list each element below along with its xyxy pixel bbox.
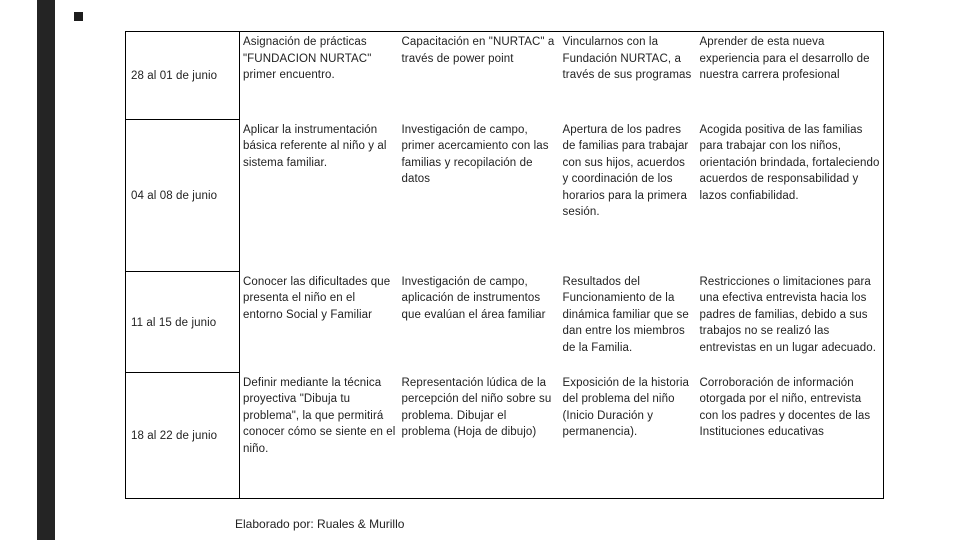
observation-cell: Acogida positiva de las familias para trabajar con los niños, orientación brindada, fortaleciendo acuerdos de responsabilidad y lazos confiabilidad. — [697, 120, 884, 272]
footer-credit: Elaborado por: Ruales & Murillo — [235, 517, 405, 531]
observation-cell: Restricciones o limitaciones para una efectiva entrevista hacia los padres de familias, debido a sus trabajos no se realizó las entrevistas en un lugar adecuado. — [697, 272, 884, 373]
week-date: 18 al 22 de junio — [126, 373, 240, 499]
accent-square — [74, 12, 83, 21]
activity-cell: Asignación de prácticas "FUNDACION NURTAC" primer encuentro. — [240, 32, 399, 120]
result-cell: Resultados del Funcionamiento de la dinámica familiar que se dan entre los miembros de la Familia. — [562, 275, 689, 354]
table-row — [126, 373, 884, 499]
activity-cell: Aplicar la instrumentación básica referente al niño y al sistema familiar. — [243, 123, 387, 169]
result-cell: Exposición de la historia del problema del niño (Inicio Duración y permanencia). — [560, 373, 697, 499]
table-row — [126, 32, 884, 120]
week-date: 28 al 01 de junio — [126, 32, 240, 120]
activity-cell: Definir mediante la técnica proyectiva "Dibuja tu problema", la que permitirá conocer cómo se siente en el niño. — [240, 373, 399, 499]
observation-cell: Aprender de esta nueva experiencia para el desarrollo de nuestra carrera profesional — [697, 32, 884, 120]
observation-cell: Corroboración de información otorgada por el niño, entrevista con los padres y docentes de las Instituciones educativas — [697, 373, 884, 499]
week-date: 11 al 15 de junio — [126, 272, 240, 373]
table-row — [126, 120, 884, 272]
week-date: 04 al 08 de junio — [126, 120, 240, 272]
method-cell: Representación lúdica de la percepción del niño sobre su problema. Dibujar el problema (Hoja de dibujo) — [399, 373, 560, 499]
activity-cell: Conocer las dificultades que presenta el niño en el entorno Social y Familiar — [243, 275, 391, 321]
schedule-table — [125, 31, 884, 499]
method-cell: Investigación de campo, primer acercamiento con las familias y recopilación de datos — [401, 123, 549, 186]
method-cell: Capacitación en "NURTAC" a través de power point — [399, 32, 560, 120]
left-decorative-bar — [37, 0, 55, 540]
result-cell: Apertura de los padres de familias para trabajar con sus hijos, acuerdos y coordinación de los horarios para la primera sesión. — [562, 123, 689, 219]
table-row — [126, 272, 884, 373]
method-cell: Investigación de campo, aplicación de instrumentos que evalúan el área familiar — [401, 275, 546, 321]
result-cell: Vincularnos con la Fundación NURTAC, a través de sus programas — [560, 32, 697, 120]
